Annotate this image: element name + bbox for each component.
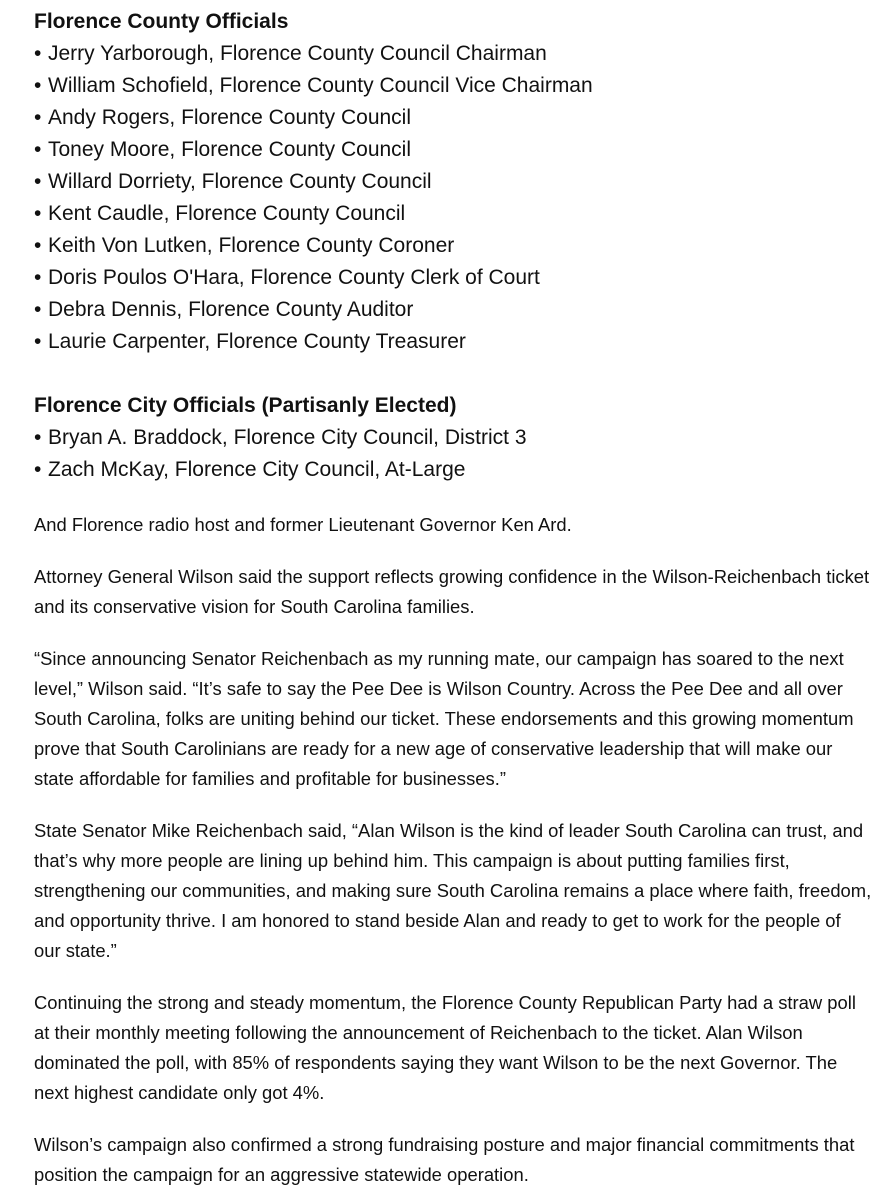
paragraph-reichenbach-quote: State Senator Mike Reichenbach said, “Alan Wilson is the kind of leader South Carolina can trust, and that’s why more people are lining up behind him. This campaign is about putting families first, strengthening our communities, and making sure South Carolina remains a place where faith, freedom, and opportunity thrive. I am honored to stand beside Alan and ready to get to work for the people of our state.” — [34, 820, 872, 961]
bullet-icon: • — [34, 138, 42, 161]
list-item — [34, 198, 872, 230]
paragraph-support: Attorney General Wilson said the support reflects growing confidence in the Wilson-Reichenbach ticket and its conservative vision for South Carolina families. — [34, 566, 870, 617]
list-item — [34, 134, 872, 166]
bullet-icon: • — [34, 234, 42, 257]
bullet-icon: • — [34, 458, 42, 481]
official-name: William Schofield, Florence County Council Vice Chairman — [48, 74, 593, 97]
paragraph-straw-poll: Continuing the strong and steady momentum, the Florence County Republican Party had a straw poll at their monthly meeting following the announcement of Reichenbach to the ticket. Alan Wilson dominated the poll, with 85% of respondents saying they want Wilson to be the next Governor. The next highest candidate only got 4%. — [34, 992, 856, 1103]
list-item — [34, 70, 872, 102]
bullet-icon: • — [34, 202, 42, 225]
official-name: Jerry Yarborough, Florence County Council Chairman — [48, 42, 547, 65]
section-spacer — [34, 486, 872, 510]
paragraph-wilson-quote: “Since announcing Senator Reichenbach as my running mate, our campaign has soared to the next level,” Wilson said. “It’s safe to say the Pee Dee is Wilson Country. Across the Pee Dee and all over South Carolina, folks are uniting behind our ticket. These endorsements and this growing momentum prove that South Carolinians are ready for a new age of conservative leadership that will make our state affordable for families and profitable for businesses.” — [34, 648, 854, 789]
official-name: Laurie Carpenter, Florence County Treasurer — [48, 330, 466, 353]
section-spacer — [34, 358, 872, 390]
bullet-icon: • — [34, 170, 42, 193]
paragraph-spacer — [34, 794, 872, 816]
official-name: Toney Moore, Florence County Council — [48, 138, 412, 161]
paragraph-ken-ard: And Florence radio host and former Lieutenant Governor Ken Ard. — [34, 514, 572, 535]
county-officials-heading: Florence County Officials — [34, 10, 289, 33]
bullet-icon: • — [34, 426, 42, 449]
paragraph-fundraising: Wilson’s campaign also confirmed a strong fundraising posture and major financial commitments that position the campaign for an aggressive statewide operation. — [34, 1134, 855, 1185]
paragraph-spacer — [34, 966, 872, 988]
list-item — [34, 38, 872, 70]
paragraph-spacer — [34, 540, 872, 562]
paragraph-spacer — [34, 622, 872, 644]
official-name: Debra Dennis, Florence County Auditor — [48, 298, 414, 321]
city-officials-list — [34, 422, 872, 486]
list-item — [34, 422, 872, 454]
city-officials-heading: Florence City Officials (Partisanly Elected) — [34, 394, 457, 417]
official-name: Zach McKay, Florence City Council, At-Large — [48, 458, 466, 481]
list-item — [34, 230, 872, 262]
list-item — [34, 326, 872, 358]
county-officials-list — [34, 38, 872, 358]
official-name: Willard Dorriety, Florence County Council — [48, 170, 432, 193]
bullet-icon: • — [34, 298, 42, 321]
official-name: Kent Caudle, Florence County Council — [48, 202, 406, 225]
bullet-icon: • — [34, 330, 42, 353]
list-item — [34, 166, 872, 198]
official-name: Doris Poulos O'Hara, Florence County Clerk of Court — [48, 266, 540, 289]
list-item — [34, 294, 872, 326]
bullet-icon: • — [34, 42, 42, 65]
bullet-icon: • — [34, 266, 42, 289]
list-item — [34, 102, 872, 134]
bullet-icon: • — [34, 106, 42, 129]
paragraph-spacer — [34, 1108, 872, 1130]
list-item — [34, 262, 872, 294]
official-name: Keith Von Lutken, Florence County Coroner — [48, 234, 455, 257]
official-name: Bryan A. Braddock, Florence City Council, District 3 — [48, 426, 527, 449]
official-name: Andy Rogers, Florence County Council — [48, 106, 412, 129]
bullet-icon: • — [34, 74, 42, 97]
list-item — [34, 454, 872, 486]
